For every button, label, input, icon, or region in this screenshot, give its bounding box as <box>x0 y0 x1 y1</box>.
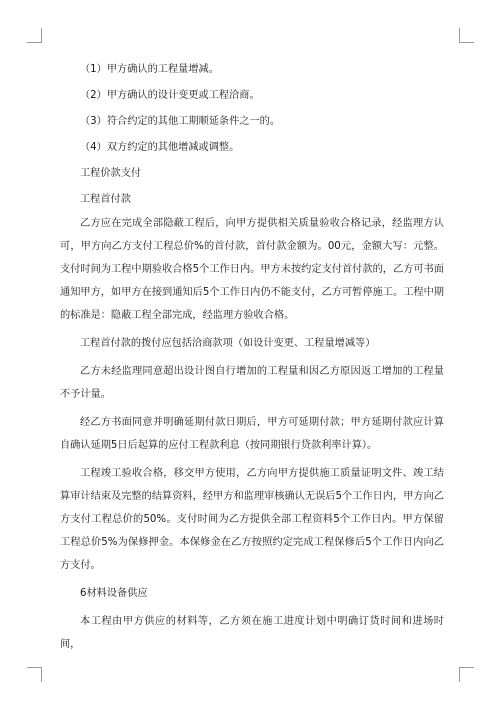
paragraph-deferred-payment: 经乙方书面同意并明确延期付款日期后，甲方可延期付款；甲方延期付款应计算自确认延期5日后起算的应付工程款利息（按同期银行贷款利率计算）。 <box>60 417 444 451</box>
paragraph-first-payment-terms: 乙方应在完成全部隐蔽工程后，向甲方提供相关质量验收合格记录，经监理方认可，甲方向乙方支付工程总价%的首付款，首付款金额为。00元，金额大写：元整。支付时间为工程中期验收合格5个工作日内。甲方未按约定支付首付款的，乙方可书面通知甲方，如甲方在接到通知后5个工作日内仍不能支付，乙方可暂停施工。工程中期的标准是：隐蔽工程全部完成，经监理方验收合格。 <box>60 218 444 321</box>
paragraph-final-acceptance: 工程竣工验收合格，移交甲方使用，乙方向甲方提供施工质量证明文件、竣工结算审计结束及完整的结算资料，经甲方和监理审核确认无误后5个工作日内，甲方向乙方支付工程总价的50%。支付时间为乙方提供全部工程资料5个工作日内。甲方保留工程总价5%为保修押金。本保修金在乙方按照约定完成工程保修后5个工作日内向乙方支付。 <box>60 468 444 571</box>
crop-mark-top-left <box>27 28 42 43</box>
crop-mark-bottom-left <box>27 667 42 682</box>
list-item-3: （3）符合约定的其他工期顺延条件之一的。 <box>80 116 281 127</box>
list-item-1: （1）甲方确认的工程量增减。 <box>80 64 219 75</box>
section-heading-payment: 工程价款支付 <box>80 168 142 179</box>
paragraph-materials-supply: 本工程由甲方供应的材料等，乙方须在施工进度计划中明确订货时间和进场时间， <box>60 616 444 650</box>
crop-mark-bottom-right <box>459 667 474 682</box>
section-heading-materials: 6材料设备供应 <box>80 588 148 599</box>
list-item-2: （2）甲方确认的设计变更或工程洽商。 <box>80 90 260 101</box>
subsection-heading-first-payment: 工程首付款 <box>80 194 131 205</box>
paragraph-excess-quantities: 乙方未经监理同意超出设计图自行增加的工程量和因乙方原因返工增加的工程量不予计量。 <box>60 366 444 400</box>
document-body <box>60 63 444 656</box>
crop-mark-top-right <box>459 28 474 43</box>
paragraph-first-payment-scope: 工程首付款的拨付应包括洽商款项（如设计变更、工程量增减等） <box>80 338 376 349</box>
list-item-4: （4）双方约定的其他增减或调整。 <box>80 142 240 153</box>
